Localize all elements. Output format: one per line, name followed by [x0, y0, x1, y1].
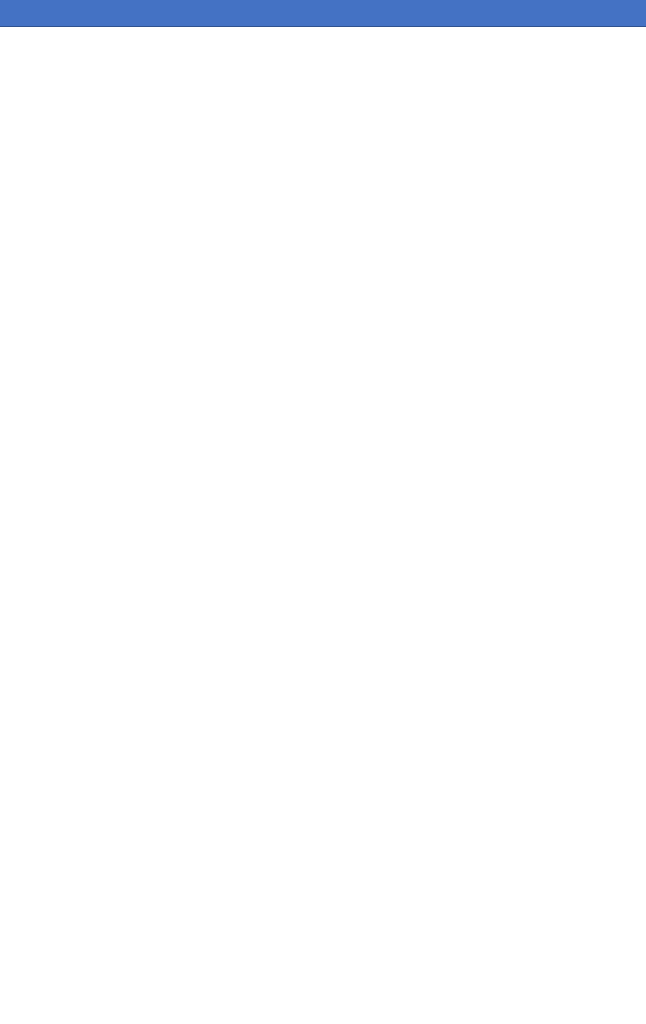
sheet-title: [0, 0, 646, 27]
